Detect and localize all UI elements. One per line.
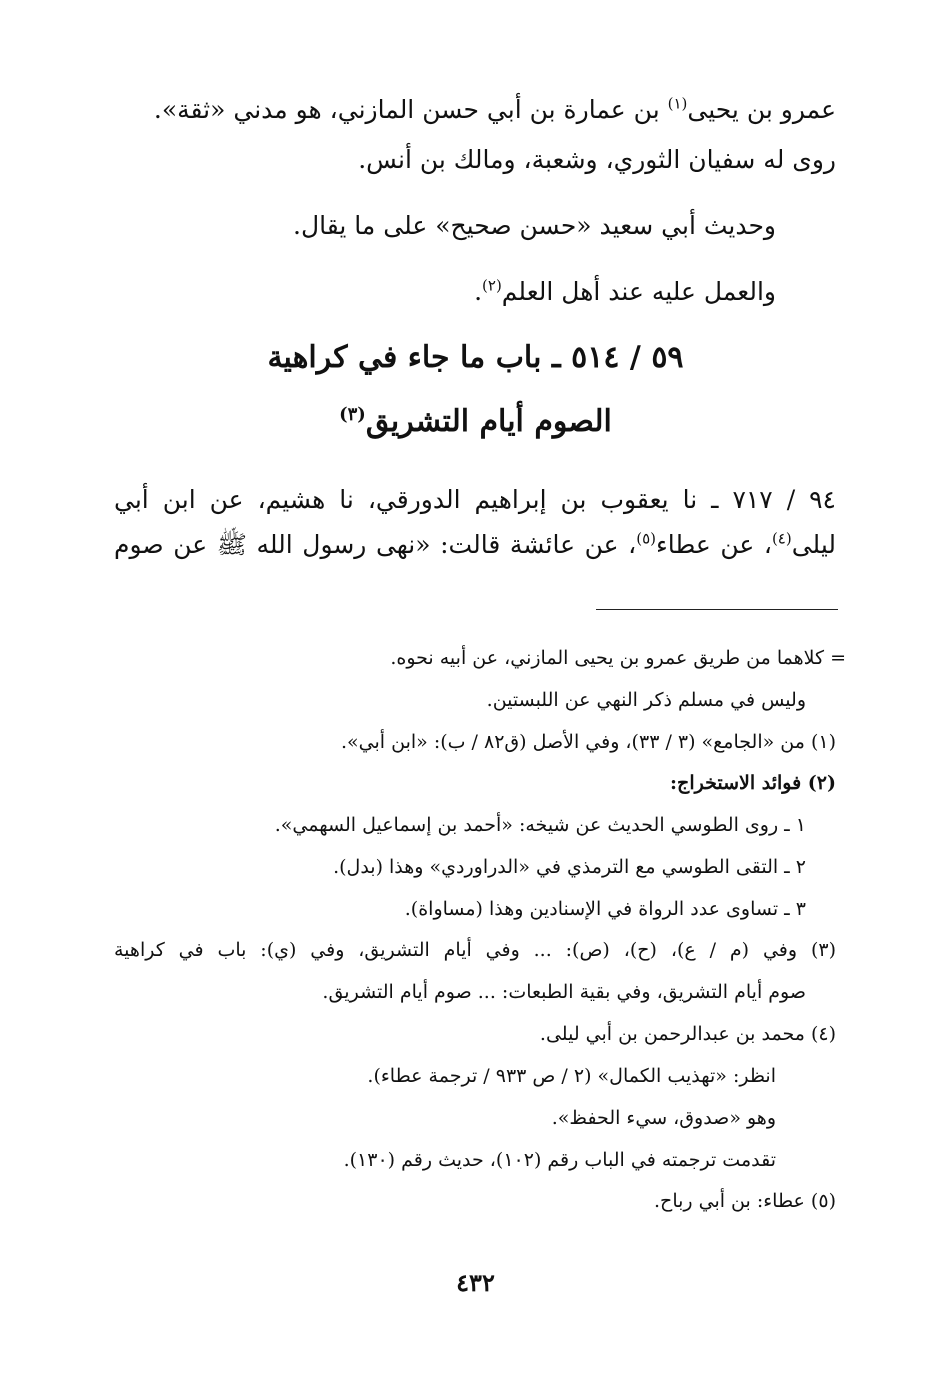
footnote-ref-4[interactable]: (٤): [771, 529, 792, 548]
footnote-continuation-2: وليس في مسلم ذكر النهي عن اللبستين.: [486, 689, 806, 711]
footnote-separator: [596, 609, 838, 610]
text-run: الصوم أيام التشريق: [365, 404, 612, 439]
footnote-4-line-4: تقدمت ترجمته في الباب رقم (١٠٢)، حديث رقم (١٣٠).: [343, 1149, 776, 1171]
footnote-ref-5[interactable]: (٥): [636, 529, 656, 548]
text-run: بن عمارة بن أبي حسن المازني، هو مدني «ثقة».: [153, 95, 668, 124]
footnote-5: (٥) عطاء: بن أبي رباح.: [654, 1190, 836, 1212]
text-run: .: [474, 277, 483, 306]
text-run: ، عن عطاء: [655, 530, 772, 559]
footnote-2-item-1: ١ ـ روى الطوسي الحديث عن شيخه: «أحمد بن إسماعيل السهمي».: [274, 814, 806, 836]
hadith-line-2: [114, 525, 836, 565]
main-line-2: روى له سفيان الثوري، وشعبة، ومالك بن أنس.: [358, 145, 836, 174]
text-run: عمرو بن يحيى: [687, 95, 836, 124]
footnote-1: (١) من «الجامع» (٣ / ٣٣)، وفي الأصل (ق٨٢ / ب): «ابن أبي».: [341, 731, 836, 753]
chapter-heading-line-1: ٥٩ / ٥١٤ ـ باب ما جاء في كراهية: [267, 340, 684, 375]
footnote-ref-3[interactable]: (٣): [339, 404, 366, 425]
footnote-4-line-1: (٤) محمد بن عبدالرحمن بن أبي ليلى.: [539, 1023, 836, 1045]
footnote-ref-1[interactable]: (١): [667, 94, 688, 113]
footnote-3-line-1: (٣) وفي (م / ع)، (ح)، (ص): ... وفي أيام التشريق، وفي (ي): باب في كراهية: [114, 939, 836, 961]
footnote-2-item-2: ٢ ـ التقى الطوسي مع الترمذي في «الدراوردي» وهذا (بدل).: [333, 856, 806, 878]
footnote-2-title: (٢) فوائد الاستخراج:: [670, 772, 836, 794]
text-run: والعمل عليه عند أهل العلم: [501, 277, 776, 306]
footnote-3-line-2: صوم أيام التشريق، وفي بقية الطبعات: ... صوم أيام التشريق.: [322, 981, 806, 1003]
footnote-2-item-3: ٣ ـ تساوى عدد الرواة في الإسنادين وهذا (مساواة).: [404, 898, 806, 920]
footnote-4-line-2: انظر: «تهذيب الكمال» (٢ / ص ٩٣٣ / ترجمة عطاء).: [367, 1065, 776, 1087]
hadith-line-1: ٩٤ / ٧١٧ ـ نا يعقوب بن إبراهيم الدورقي، نا هشيم، عن ابن أبي: [114, 485, 836, 514]
text-run: ليلى: [791, 530, 836, 559]
footnote-continuation-1: = كلاهما من طريق عمرو بن يحيى المازني، عن أبيه نحوه.: [390, 647, 846, 669]
main-paragraph-2: وحديث أبي سعيد «حسن صحيح» على ما يقال.: [293, 211, 776, 240]
footnote-4-line-3: وهو «صدوق، سيء الحفظ».: [551, 1107, 776, 1129]
text-run: ، عن عائشة قالت: «نهى رسول الله ﷺ عن صوم: [114, 530, 637, 559]
main-paragraph-3: [474, 272, 776, 312]
page-number: ٤٣٢: [456, 1268, 495, 1297]
chapter-heading-line-2: [0, 404, 951, 439]
main-line-1: [154, 90, 836, 130]
footnote-ref-2[interactable]: (٢): [482, 276, 502, 295]
